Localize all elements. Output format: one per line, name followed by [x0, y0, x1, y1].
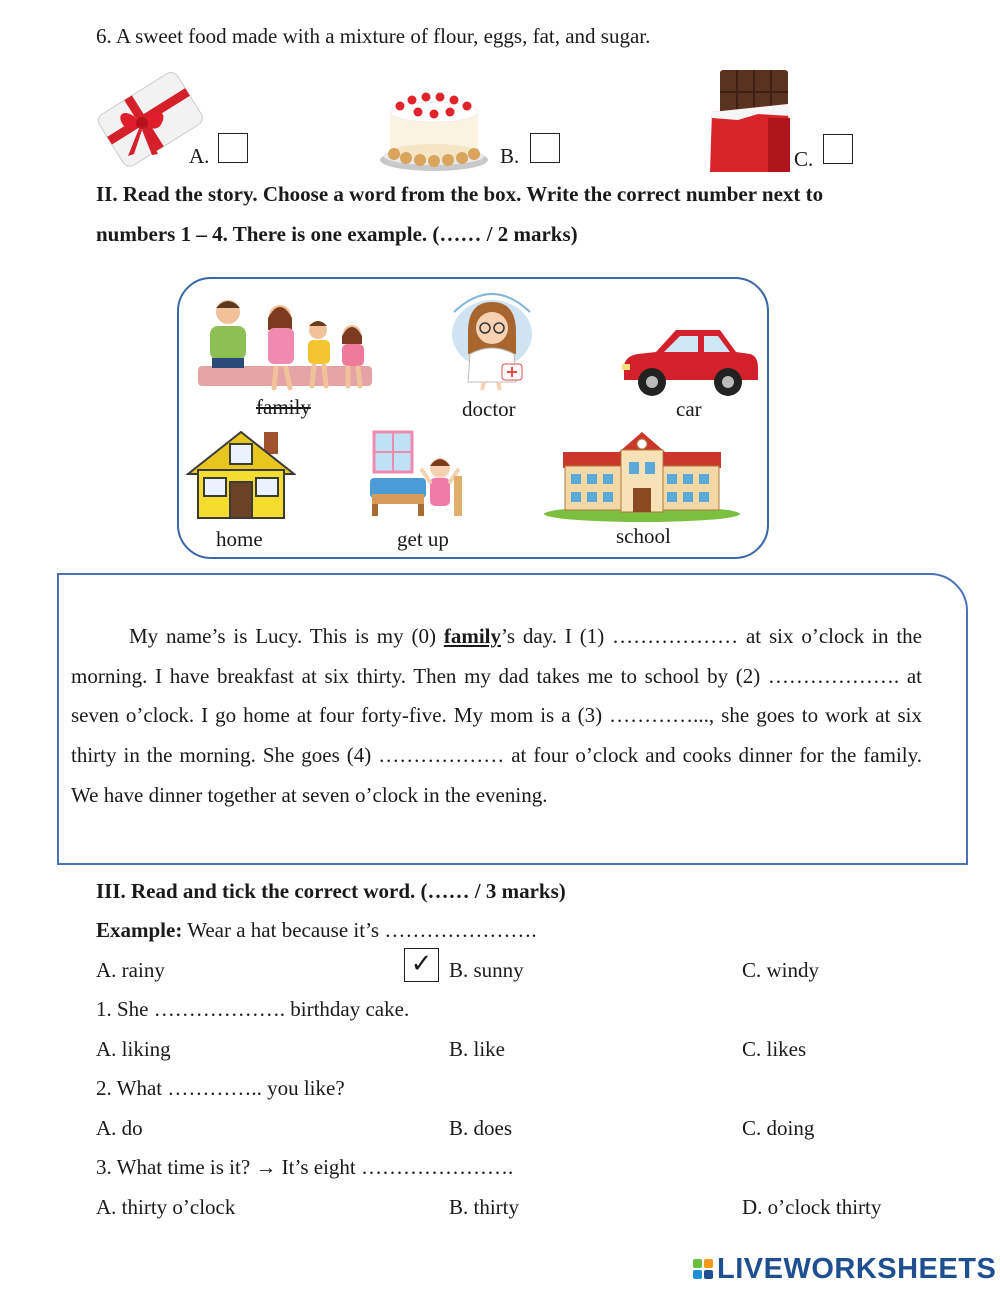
part-3-heading: III. Read and tick the correct word. (…… / 3 marks) [96, 879, 566, 903]
car-icon [618, 324, 760, 400]
story-example-word: family [443, 624, 501, 648]
word-get-up: get up [397, 527, 449, 551]
example-option-b[interactable]: B. sunny [449, 958, 524, 982]
liveworksheets-logo [693, 1253, 996, 1285]
option-b-label: B. [500, 144, 520, 168]
question-3-option-c[interactable]: D. o’clock thirty [742, 1195, 882, 1219]
example-text: Wear a hat because it’s …………………. [182, 918, 537, 942]
example-option-c[interactable]: C. windy [742, 958, 820, 982]
option-a-label: A. [189, 144, 210, 168]
word-home: home [216, 527, 263, 551]
question-1-option-b[interactable]: B. like [449, 1037, 505, 1061]
option-b-checkbox[interactable] [530, 133, 560, 163]
question-2-option-b[interactable]: B. does [449, 1116, 512, 1140]
option-c-label: C. [794, 147, 814, 171]
doctor-icon [444, 282, 540, 392]
example-question [96, 918, 537, 943]
family-icon [198, 296, 372, 394]
question-1-option-c[interactable]: C. likes [742, 1037, 807, 1061]
option-a-checkbox[interactable] [218, 133, 248, 163]
word-family: family [256, 395, 311, 419]
question-6-text: 6. A sweet food made with a mixture of flour, eggs, fat, and sugar. [96, 24, 651, 48]
example-option-a[interactable]: A. rainy [96, 958, 165, 982]
story-part-1: My name’s is Lucy. This is my (0) [129, 624, 444, 648]
question-2-text: 2. What ………….. you like? [96, 1076, 345, 1100]
liveworksheets-logo-icon [693, 1259, 713, 1279]
school-icon [543, 430, 741, 522]
question-2-option-c[interactable]: C. doing [742, 1116, 815, 1140]
story-text [71, 617, 922, 816]
question-2-option-a[interactable]: A. do [96, 1116, 143, 1140]
word-doctor: doctor [462, 397, 516, 421]
question-3-text: 3. What time is it? → It’s eight …………………. [96, 1155, 514, 1179]
part-2-heading-line-1: II. Read the story. Choose a word from the box. Write the correct number next to [96, 182, 824, 206]
story-part-2: ’s day. I (1) ……………… at six o’clock in the morning. I have breakfast at six thirty. Then my dad takes me to school by (2) ………………. at seven o’clock. I go home at four forty-five. My mom is a (3) …………..., she goes to work at six thirty in the morning. She goes (4) ……………… at four o’clock and cooks dinner for the family. We have dinner together at seven o’clock in the evening. [71, 624, 922, 807]
word-school: school [616, 524, 671, 548]
part-2-heading-line-2: numbers 1 – 4. There is one example. (…… / 2 marks) [96, 222, 578, 246]
home-icon [186, 428, 296, 522]
example-label: Example: [96, 918, 183, 942]
get-up-icon [366, 426, 466, 522]
cake-icon [378, 82, 490, 174]
question-3-option-a[interactable]: A. thirty o’clock [96, 1195, 236, 1219]
question-1-text: 1. She ………………. birthday cake. [96, 997, 410, 1021]
question-1-option-a[interactable]: A. liking [96, 1037, 171, 1061]
question-3-option-b[interactable]: B. thirty [449, 1195, 520, 1219]
word-car: car [676, 397, 702, 421]
liveworksheets-logo-text: LIVEWORKSHEETS [717, 1252, 997, 1285]
chocolate-bar-icon [708, 68, 792, 174]
example-tick-box[interactable]: ✓ [404, 948, 439, 982]
option-c-checkbox[interactable] [823, 134, 853, 164]
